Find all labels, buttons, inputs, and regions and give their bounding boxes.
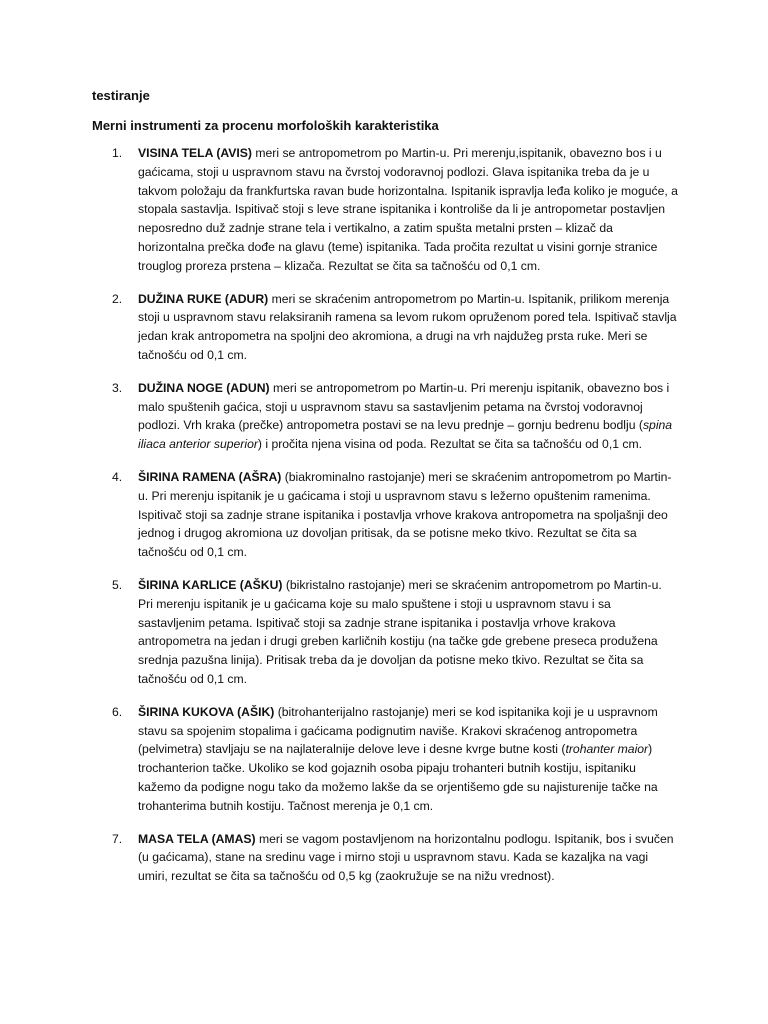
item-latin-term: trohanter maior — [565, 742, 649, 757]
item-lead: DUŽINA NOGE (ADUN) — [138, 380, 270, 395]
item-number: 2. — [112, 291, 123, 306]
item-text-tail: ) i pročita njena visina od poda. Rezultat se čita sa tačnošću od 0,1 cm. — [257, 437, 643, 452]
list-item — [92, 144, 678, 276]
item-text: meri se skraćenim antropometrom po Martin-u. Ispitanik, prilikom merenja stoji u uspravnom stavu relaksiranih ramena sa levom rukom opruženom pored tela. Ispitivač stavlja jedan krak antropometra na spoljni deo akromiona, a drugi na vrh najdužeg prsta ruke. Meri se tačnošću od 0,1 cm. — [138, 291, 677, 362]
item-number: 7. — [112, 831, 123, 846]
list-item — [92, 290, 678, 365]
item-lead: DUŽINA RUKE (ADUR) — [138, 291, 269, 306]
item-text: (biakrominalno rastojanje) meri se skraćenim antropometrom po Martin-u. Pri merenju ispitanik je u gaćicama i stoji u uspravnom stavu s ležerno opuštenim ramenima. Ispitivač stoji sa zadnje strane ispitanika i postavlja vrhove krakova antropometra na spoljašnji deo jednog i drugog akromiona uz dovoljan pritisak, da se potisne meko tkivo. Rezultat se čita sa tačnošću od 0,1 cm. — [138, 469, 672, 560]
measurement-list — [92, 144, 678, 886]
item-lead: ŠIRINA KARLICE (AŠKU) — [138, 577, 283, 592]
item-text-tail: ) trochanterion tačke. Ukoliko se kod gojaznih osoba pipaju trohanteri butnih kostiju, ispitaniku kažemo da podigne nogu tako da možemo lakše da se orjentišemo gde su najisturenije tačke na trohanterima butnih kostiju. Tačnost merenja je 0,1 cm. — [138, 742, 658, 813]
item-text: (bikristalno rastojanje) meri se skraćenim antropometrom po Martin-u. Pri merenju ispitanik je u gaćicama koje su malo spuštene i stoji u uspravnom stavu i sa sastavljenim petama. Ispitivač stoji sa zadnje strane ispitanika i postavlja vrhove krakova antropometra na jedan i drugi greben karličnih kostiju (na tačke gde grebene preseca produžena srednja pazušna linija). Pritisak treba da je dovoljan da potisne meko tkivo. Rezultat se čita sa tačnošću od 0,1 cm. — [138, 577, 662, 686]
item-lead: VISINA TELA (AVIS) — [138, 146, 252, 160]
list-item — [92, 576, 678, 689]
item-latin-term: spina iliaca anterior superior — [138, 418, 673, 452]
item-number: 4. — [112, 469, 123, 484]
item-number: 5. — [112, 577, 123, 592]
item-number: 3. — [112, 380, 123, 395]
item-number: 1. — [112, 146, 123, 160]
list-item — [92, 703, 678, 816]
item-lead: ŠIRINA RAMENA (AŠRA) — [138, 469, 282, 484]
list-item — [92, 830, 678, 886]
list-item — [92, 468, 678, 562]
section-heading: Merni instrumenti za procenu morfoloških karakteristika — [92, 118, 439, 133]
item-number: 6. — [112, 704, 123, 719]
item-text: meri se antropometrom po Martin-u. Pri merenju ispitanik, obavezno bos i malo spuštenih gaćica, stoji u uspravnom stavu sa sastavljenim petama na čvrstoj vodoravnoj podlozi. Vrh kraka (prečke) antropometra postavi se na levu prednje – gornju bedrenu bodlju ( — [138, 380, 670, 433]
item-text: meri se antropometrom po Martin-u. Pri merenju,ispitanik, obavezno bos i u gaćicama, stoji u uspravnom stavu na čvrstoj vodoravnoj podlozi. Glava ispitanika treba da je u takvom položaju da frankfurtska ravan bude horizontalna. Ispitanik ispravlja leđa koliko je moguće, a stopala sastavlja. Ispitivač stoji s leve strane ispitanika i kontroliše da li je antropometar postavljen neposredno duž zadnje strane tela i vertikalno, a zatim spušta metalni prsten – klizač da horizontalna prečka dođe na glavu (teme) ispitanika. Tada pročita rezultat u visini gornje stranice trouglog proreza prstena – klizača. Rezultat se čita sa tačnošću od 0,1 cm. — [138, 146, 678, 273]
item-lead: MASA TELA (AMAS) — [138, 831, 256, 846]
item-lead: ŠIRINA KUKOVA (AŠIK) — [138, 704, 275, 719]
item-text: meri se vagom postavljenom na horizontalnu podlogu. Ispitanik, bos i svučen (u gaćicama), stane na sredinu vage i mirno stoji u uspravnom stavu. Kada se kazaljka na vagi umiri, rezultat se čita sa tačnošću od 0,5 kg (zaokružuje se na nižu vrednost). — [138, 831, 674, 884]
document-title: testiranje — [92, 88, 150, 103]
list-item — [92, 379, 678, 454]
item-text: (bitrohanterijalno rastojanje) meri se kod ispitanika koji je u uspravnom stavu sa spojenim stopalima i gaćicama podignutim naviše. Krakovi skraćenog antropometra (pelvimetra) stavljaju se na najlateralnije delove leve i desne kvrge butne kosti ( — [138, 704, 658, 757]
